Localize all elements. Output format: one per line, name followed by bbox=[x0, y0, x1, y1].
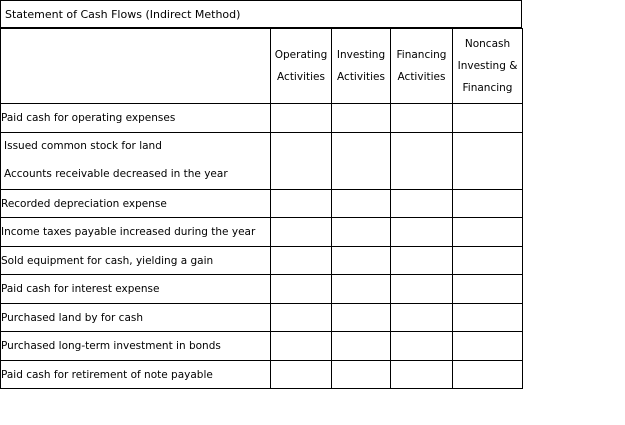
header-row bbox=[1, 29, 523, 104]
investing-cell[interactable] bbox=[332, 275, 391, 304]
row-description: Paid cash for interest expense bbox=[1, 275, 271, 304]
table-row bbox=[1, 361, 523, 389]
table-row bbox=[1, 332, 523, 361]
row-description: Purchased long-term investment in bonds bbox=[1, 332, 271, 361]
operating-cell[interactable] bbox=[271, 218, 332, 247]
financing-cell[interactable] bbox=[391, 218, 453, 247]
investing-header-line-1: Investing bbox=[336, 49, 386, 61]
noncash-cell[interactable] bbox=[453, 275, 523, 304]
financing-cell[interactable] bbox=[391, 190, 453, 218]
investing-cell[interactable] bbox=[332, 361, 391, 389]
noncash-cell[interactable] bbox=[453, 190, 523, 218]
operating-cell[interactable] bbox=[271, 190, 332, 218]
financing-cell[interactable] bbox=[391, 133, 453, 190]
noncash-cell[interactable] bbox=[453, 304, 523, 332]
header-blank-cell bbox=[1, 29, 271, 104]
noncash-cell[interactable] bbox=[453, 332, 523, 361]
operating-header-line-1: Operating bbox=[274, 49, 328, 61]
investing-cell[interactable] bbox=[332, 304, 391, 332]
noncash-cell[interactable] bbox=[453, 104, 523, 133]
row-description: Accounts receivable decreased in the year bbox=[4, 168, 228, 180]
row-description: Recorded depreciation expense bbox=[1, 190, 271, 218]
noncash-header-line-1: Noncash bbox=[464, 38, 511, 50]
financing-header-line-1: Financing bbox=[396, 49, 447, 61]
financing-cell[interactable] bbox=[391, 104, 453, 133]
noncash-header-line-3: Financing bbox=[462, 82, 513, 94]
operating-cell[interactable] bbox=[271, 104, 332, 133]
investing-cell[interactable] bbox=[332, 332, 391, 361]
investing-cell[interactable] bbox=[332, 104, 391, 133]
financing-cell[interactable] bbox=[391, 275, 453, 304]
noncash-header-line-2: Investing & bbox=[457, 60, 518, 72]
table-row bbox=[1, 275, 523, 304]
operating-cell[interactable] bbox=[271, 133, 332, 190]
operating-cell[interactable] bbox=[271, 361, 332, 389]
financing-header-line-2: Activities bbox=[397, 71, 446, 83]
operating-cell[interactable] bbox=[271, 275, 332, 304]
table-row bbox=[1, 190, 523, 218]
operating-cell[interactable] bbox=[271, 332, 332, 361]
investing-cell[interactable] bbox=[332, 190, 391, 218]
noncash-cell[interactable] bbox=[453, 133, 523, 190]
table-row bbox=[1, 247, 523, 275]
investing-cell[interactable] bbox=[332, 218, 391, 247]
row-description: Sold equipment for cash, yielding a gain bbox=[1, 247, 271, 275]
noncash-cell[interactable] bbox=[453, 218, 523, 247]
noncash-cell[interactable] bbox=[453, 361, 523, 389]
noncash-activities-header bbox=[453, 29, 523, 104]
operating-header-line-2: Activities bbox=[277, 71, 325, 83]
investing-activities-header bbox=[332, 29, 391, 104]
financing-cell[interactable] bbox=[391, 304, 453, 332]
investing-cell[interactable] bbox=[332, 247, 391, 275]
operating-activities-header bbox=[271, 29, 332, 104]
investing-cell[interactable] bbox=[332, 133, 391, 190]
classification-table bbox=[0, 28, 523, 389]
row-description-double bbox=[1, 133, 271, 190]
row-description: Issued common stock for land bbox=[4, 140, 162, 152]
investing-header-line-2: Activities bbox=[337, 71, 385, 83]
operating-cell[interactable] bbox=[271, 247, 332, 275]
table-row bbox=[1, 133, 523, 190]
row-description: Income taxes payable increased during the year bbox=[1, 218, 271, 247]
worksheet-title: Statement of Cash Flows (Indirect Method) bbox=[0, 0, 522, 28]
row-description: Paid cash for operating expenses bbox=[1, 104, 271, 133]
financing-cell[interactable] bbox=[391, 247, 453, 275]
table-row bbox=[1, 304, 523, 332]
financing-activities-header bbox=[391, 29, 453, 104]
row-description: Purchased land by for cash bbox=[1, 304, 271, 332]
table-row bbox=[1, 104, 523, 133]
noncash-cell[interactable] bbox=[453, 247, 523, 275]
operating-cell[interactable] bbox=[271, 304, 332, 332]
table-row bbox=[1, 218, 523, 247]
row-description: Paid cash for retirement of note payable bbox=[1, 361, 271, 389]
financing-cell[interactable] bbox=[391, 361, 453, 389]
financing-cell[interactable] bbox=[391, 332, 453, 361]
